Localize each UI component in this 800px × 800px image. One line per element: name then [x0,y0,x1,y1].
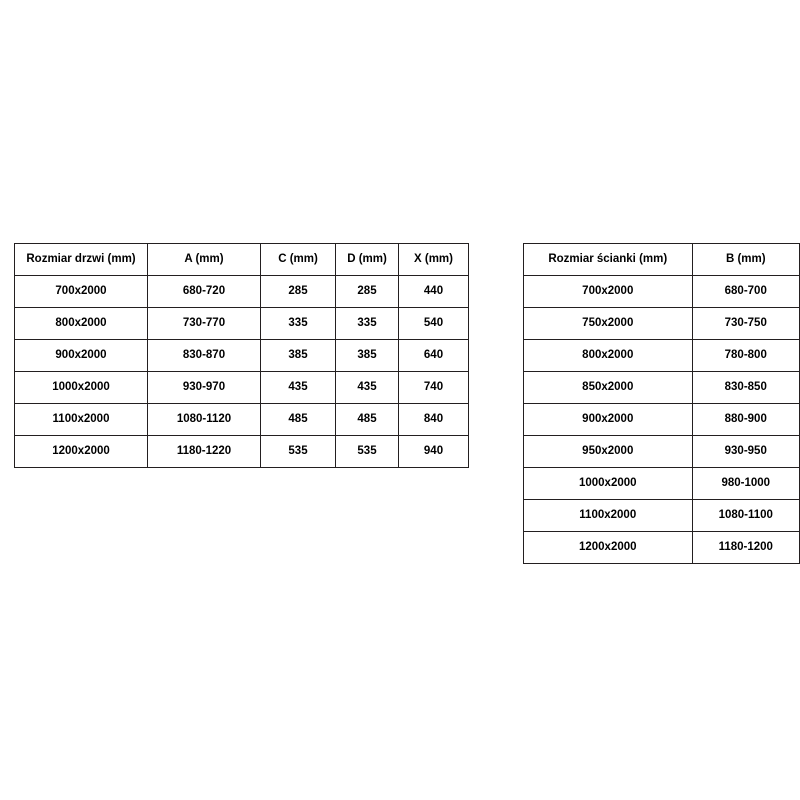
column-header-c: C (mm) [261,244,336,276]
cell-b: 1080-1100 [692,500,799,532]
cell-c: 385 [261,340,336,372]
cell-door-size: 700x2000 [15,276,148,308]
cell-a: 730-770 [148,308,261,340]
cell-b: 680-700 [692,276,799,308]
table-row [524,468,800,500]
table-row [524,276,800,308]
table-header-row [524,244,800,276]
table-row [524,308,800,340]
column-header-a: A (mm) [148,244,261,276]
table-row [524,532,800,564]
cell-x: 840 [399,404,469,436]
table-row [524,436,800,468]
column-header-b: B (mm) [692,244,799,276]
cell-c: 335 [261,308,336,340]
cell-x: 640 [399,340,469,372]
table-row [15,276,469,308]
cell-b: 980-1000 [692,468,799,500]
table-row [15,308,469,340]
cell-c: 485 [261,404,336,436]
table-row [524,500,800,532]
cell-c: 535 [261,436,336,468]
table-row [15,404,469,436]
cell-door-size: 1000x2000 [15,372,148,404]
table-row [15,340,469,372]
column-header-x: X (mm) [399,244,469,276]
cell-d: 335 [336,308,399,340]
cell-a: 680-720 [148,276,261,308]
cell-wall-size: 1200x2000 [524,532,693,564]
column-header-d: D (mm) [336,244,399,276]
cell-c: 285 [261,276,336,308]
cell-door-size: 800x2000 [15,308,148,340]
cell-b: 830-850 [692,372,799,404]
cell-door-size: 1100x2000 [15,404,148,436]
cell-wall-size: 1000x2000 [524,468,693,500]
table-row [15,372,469,404]
cell-b: 930-950 [692,436,799,468]
wall-size-table [523,243,800,564]
table-header-row [15,244,469,276]
cell-wall-size: 1100x2000 [524,500,693,532]
cell-wall-size: 900x2000 [524,404,693,436]
cell-d: 535 [336,436,399,468]
table-row [524,404,800,436]
cell-wall-size: 950x2000 [524,436,693,468]
cell-x: 440 [399,276,469,308]
cell-a: 930-970 [148,372,261,404]
cell-wall-size: 850x2000 [524,372,693,404]
cell-x: 940 [399,436,469,468]
cell-c: 435 [261,372,336,404]
cell-d: 435 [336,372,399,404]
column-header-door-size: Rozmiar drzwi (mm) [15,244,148,276]
doors-size-table [14,243,469,468]
cell-door-size: 1200x2000 [15,436,148,468]
column-header-wall-size: Rozmiar ścianki (mm) [524,244,693,276]
cell-x: 540 [399,308,469,340]
cell-wall-size: 800x2000 [524,340,693,372]
cell-d: 285 [336,276,399,308]
cell-b: 730-750 [692,308,799,340]
cell-x: 740 [399,372,469,404]
table-row [15,436,469,468]
cell-d: 385 [336,340,399,372]
cell-b: 880-900 [692,404,799,436]
cell-d: 485 [336,404,399,436]
table-row [524,372,800,404]
cell-wall-size: 700x2000 [524,276,693,308]
cell-door-size: 900x2000 [15,340,148,372]
cell-b: 780-800 [692,340,799,372]
cell-a: 830-870 [148,340,261,372]
cell-a: 1180-1220 [148,436,261,468]
table-row [524,340,800,372]
cell-wall-size: 750x2000 [524,308,693,340]
cell-b: 1180-1200 [692,532,799,564]
cell-a: 1080-1120 [148,404,261,436]
